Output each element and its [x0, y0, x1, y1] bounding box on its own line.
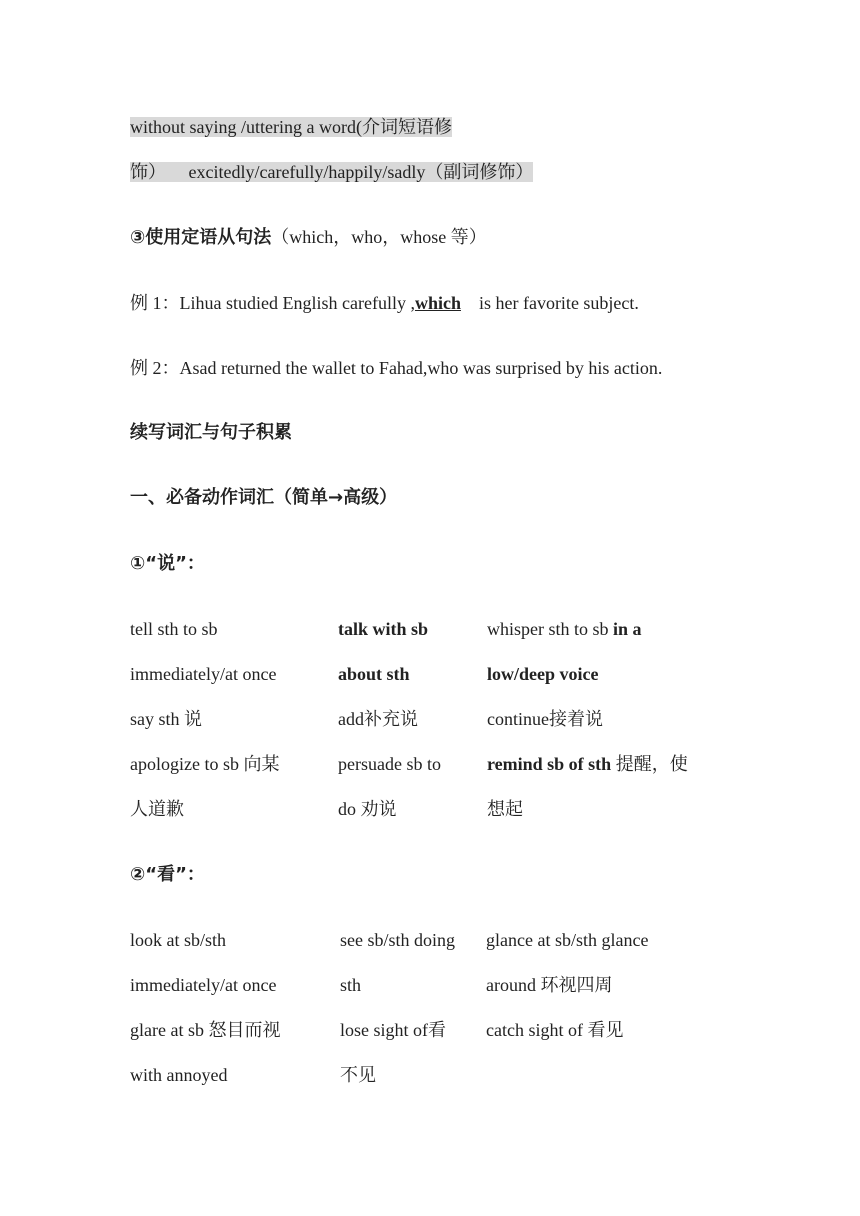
say-r3-c1: say sth 说: [130, 709, 202, 729]
example-2: 例 2：Asad returned the wallet to Fahad,who was surprised by his action.: [130, 358, 663, 378]
say-r4-c3-bold: remind sb of sth: [487, 754, 612, 774]
look-r2-c3: around 环视四周: [486, 975, 613, 995]
say-r4-c1: apologize to sb 向某: [130, 754, 280, 774]
look-r4-c2: 不见: [340, 1065, 376, 1085]
look-title: ②“看”：: [130, 864, 205, 885]
look-r1-c1: look at sb/sth: [130, 930, 227, 950]
look-r2-c1: immediately/at once: [130, 975, 277, 995]
say-r3-c3: continue接着说: [487, 709, 603, 729]
attr-clause-title-rest: （which，who，whose 等）: [271, 227, 487, 247]
look-r1-c3: glance at sb/sth glance: [486, 930, 649, 950]
example-1-prefix: 例 1：Lihua studied English carefully ,: [130, 293, 415, 313]
highlight-text-2a: 饰）: [130, 162, 166, 182]
say-r1-c3-text: whisper sth to sb: [487, 619, 613, 639]
attr-clause-title-bold: ③使用定语从句法: [130, 227, 272, 248]
say-r1-c3: [487, 616, 642, 642]
highlight-line-1: [130, 114, 452, 140]
highlight-text-2: [130, 162, 533, 182]
look-r4-c1: with annoyed: [130, 1065, 228, 1085]
look-r3-c2: lose sight of看: [340, 1020, 446, 1040]
attr-clause-title: [130, 224, 487, 251]
say-title: ①“说”：: [130, 553, 205, 574]
say-r5-c3: 想起: [487, 799, 523, 819]
say-r1-c2: talk with sb: [338, 619, 429, 639]
say-r2-c2: about sth: [338, 664, 410, 684]
subsection-title: 一、必备动作词汇（简单→高级）: [130, 487, 398, 508]
say-r4-c3: [487, 751, 688, 777]
section-title: 续写词汇与句子积累: [130, 422, 292, 443]
highlight-text-2b: excitedly/carefully/happily/sadly（副词修饰）: [188, 162, 534, 182]
example-1-keyword: which: [414, 293, 461, 313]
say-r1-c3-bold: in a: [613, 619, 642, 639]
say-r4-c2: persuade sb to: [338, 754, 441, 774]
say-r1-c1: tell sth to sb: [130, 619, 218, 639]
example-1-suffix: is her favorite subject.: [478, 293, 639, 313]
say-r5-c2: do 劝说: [338, 799, 397, 819]
say-r5-c1: 人道歉: [130, 799, 184, 819]
highlight-text-1: without saying /uttering a word(介词短语修: [130, 117, 452, 137]
example-1: [130, 290, 639, 316]
say-r2-c1: immediately/at once: [130, 664, 277, 684]
look-r3-c3: catch sight of 看见: [486, 1020, 624, 1040]
look-r3-c1: glare at sb 怒目而视: [130, 1020, 281, 1040]
look-r2-c2: sth: [340, 975, 362, 995]
say-r4-c3-text: 提醒，使: [611, 754, 688, 774]
highlight-line-2: [130, 159, 533, 185]
say-r3-c2: add补充说: [338, 709, 418, 729]
say-r2-c3: low/deep voice: [487, 664, 599, 684]
look-r1-c2: see sb/sth doing: [340, 930, 455, 950]
